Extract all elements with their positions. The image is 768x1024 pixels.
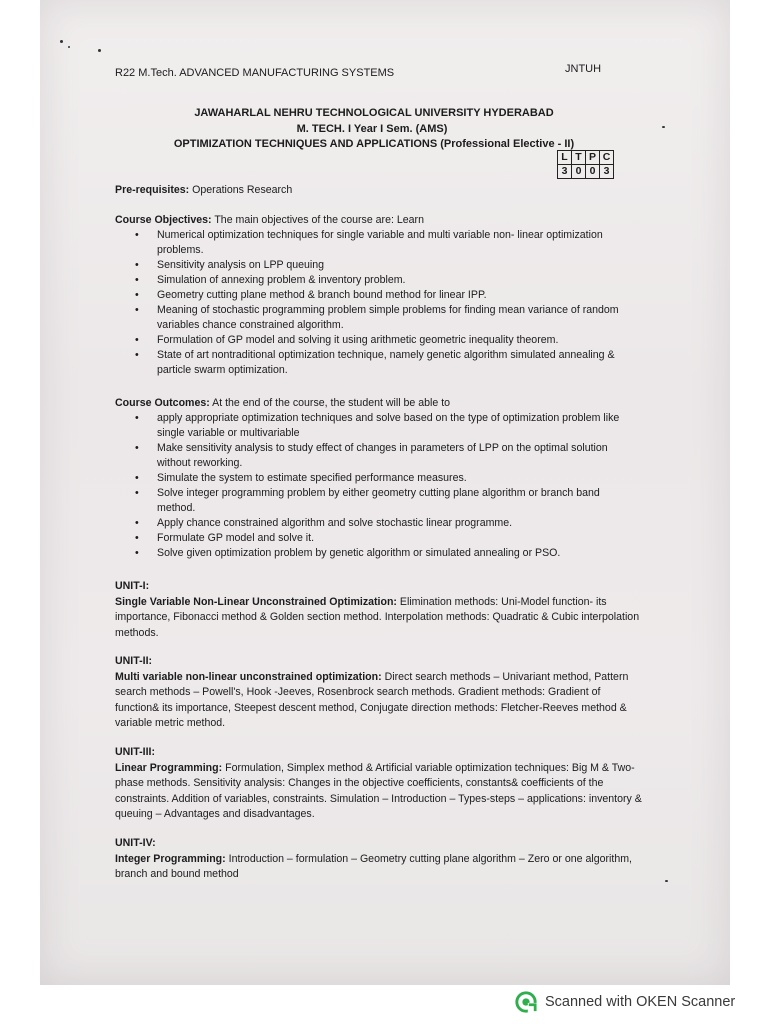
course-outcomes (115, 396, 645, 561)
course-outcomes-label: Course Outcomes: (115, 397, 210, 409)
unit-topic: Integer Programming: (115, 852, 226, 865)
course-objectives-intro: The main objectives of the course are: Learn (214, 214, 424, 226)
scanner-watermark (515, 991, 735, 1013)
list-item: • Formulation of GP model and solving it using arithmetic geometric inequality theorem. (115, 333, 645, 348)
prerequisites-text: Operations Research (192, 184, 293, 196)
ltpc-header-p: P (586, 151, 600, 165)
unit-topic: Linear Programming: (115, 761, 223, 774)
unit-topic: Multi variable non-linear unconstrained optimization: (115, 670, 382, 683)
list-item: • Meaning of stochastic programming problem simple problems for finding mean variance of random variables chance constrained algorithm. (115, 303, 645, 333)
header-university-code: JNTUH (565, 63, 602, 75)
ltpc-value-t: 0 (572, 165, 586, 179)
unit-text: Formulation, Simplex method & Artificial variable optimization techniques: Big M & Two-phase methods. Sensitivity analysis: Changes in the objective coefficients, constants& coefficients of the constraints. Addition of variables, constraints. Simulation – Introduction – Types-steps – applications: inventory & queuing – Advantages and disadvantages. (115, 761, 642, 820)
prerequisites (115, 183, 645, 198)
list-item: • Formulate GP model and solve it. (115, 531, 645, 546)
ltpc-value-l: 3 (558, 165, 572, 179)
scanner-watermark-text: Scanned with OKEN Scanner (545, 994, 736, 1010)
list-item: • Apply chance constrained algorithm and solve stochastic linear programme. (115, 516, 645, 531)
university-title: JAWAHARLAL NEHRU TECHNOLOGICAL UNIVERSITY HYDERABAD (194, 107, 554, 119)
course-objectives-label: Course Objectives: (115, 214, 212, 226)
unit-heading: UNIT-I: (115, 580, 150, 592)
prerequisites-label: Pre-requisites: (115, 184, 190, 196)
ltpc-header-c: C (600, 151, 614, 165)
unit-text: Direct search methods – Univariant method, Pattern search methods – Powell's, Hook -Jeeves, Rosenbrock search methods. Gradient methods: Gradient of function& its importance, Steepest descent method, Conjugate direction methods: Fletcher-Reeves method & variable metric method. (115, 670, 629, 729)
course-outcomes-intro: At the end of the course, the student will be able to (212, 397, 451, 409)
unit-2 (115, 654, 645, 732)
list-item: • Solve integer programming problem by either geometry cutting plane algorithm or branch band method. (115, 486, 645, 516)
list-item: • Simulate the system to estimate specified performance measures. (115, 471, 645, 486)
course-objectives-list (115, 228, 645, 378)
ltpc-value-p: 0 (586, 165, 600, 179)
unit-heading: UNIT-III: (115, 746, 156, 758)
course-objectives (115, 213, 645, 378)
course-outcomes-list (115, 411, 645, 561)
course-title: OPTIMIZATION TECHNIQUES AND APPLICATIONS (Professional Elective - II) (173, 138, 575, 150)
header-program: R22 M.Tech. ADVANCED MANUFACTURING SYSTEMS (115, 67, 395, 79)
ltpc-value-c: 3 (600, 165, 614, 179)
ltpc-header-l: L (558, 151, 572, 165)
ltpc-header-t: T (572, 151, 586, 165)
unit-heading: UNIT-II: (115, 655, 153, 667)
list-item: • Simulation of annexing problem & inventory problem. (115, 273, 645, 288)
list-item: • State of art nontraditional optimization technique, namely genetic algorithm simulated annealing & particle swarm optimization. (115, 348, 645, 378)
unit-text: Introduction – formulation – Geometry cutting plane algorithm – Zero or one algorithm, branch and bound method (115, 852, 632, 880)
unit-text: Elimination methods: Uni-Model function- its importance, Fibonacci method & Golden section method. Interpolation methods: Quadratic & Cubic interpolation methods. (115, 595, 640, 639)
list-item: • apply appropriate optimization techniques and solve based on the type of optimization problem like single variable or multivariable (115, 411, 645, 441)
oken-scanner-logo-icon (515, 991, 537, 1013)
list-item: • Sensitivity analysis on LPP queuing (115, 258, 645, 273)
list-item: • Numerical optimization techniques for single variable and multi variable non- linear optimization problems. (115, 228, 645, 258)
unit-1 (115, 579, 645, 641)
list-item: • Make sensitivity analysis to study effect of changes in parameters of LPP on the optimal solution without reworking. (115, 441, 645, 471)
ltpc-credit-table (557, 150, 614, 179)
unit-topic: Single Variable Non-Linear Unconstrained Optimization: (115, 595, 397, 608)
unit-heading: UNIT-IV: (115, 837, 156, 849)
unit-3 (115, 745, 645, 823)
list-item: • Geometry cutting plane method & branch bound method for linear IPP. (115, 288, 645, 303)
list-item: • Solve given optimization problem by genetic algorithm or simulated annealing or PSO. (115, 546, 645, 561)
course-year-sem: M. TECH. I Year I Sem. (AMS) (296, 123, 448, 135)
unit-4 (115, 836, 645, 883)
